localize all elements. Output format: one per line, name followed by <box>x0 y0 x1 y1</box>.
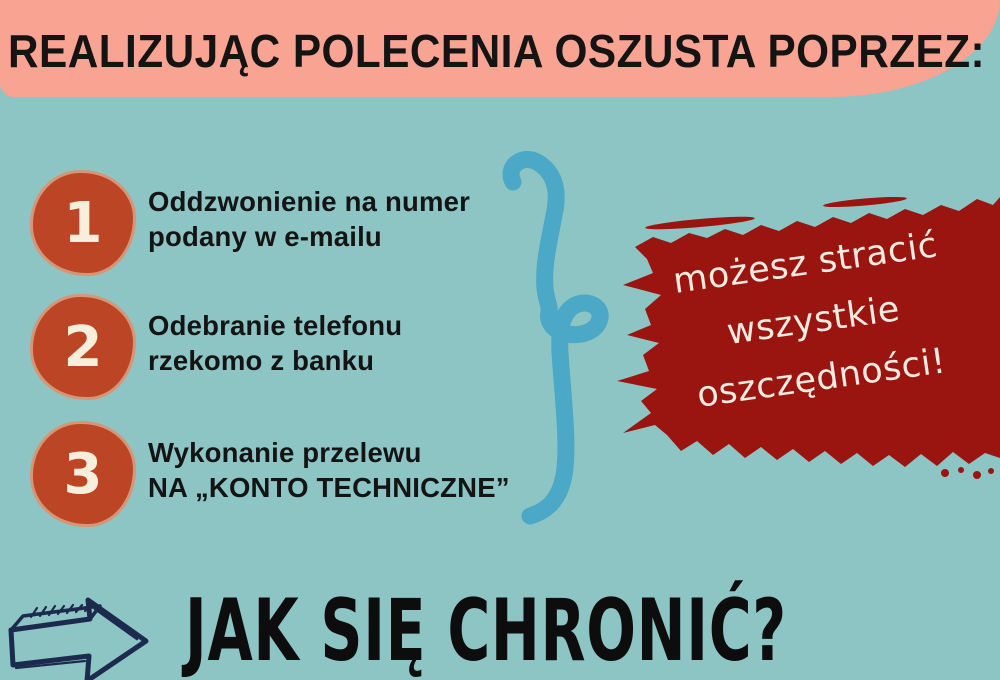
step-text <box>148 435 510 505</box>
warning-line: oszczędności! <box>694 341 949 416</box>
warning-line: możesz stracić <box>670 225 940 302</box>
header-banner <box>0 0 1000 97</box>
step-text-line: rzekomo z banku <box>148 345 375 376</box>
step-text-line: NA „KONTO TECHNICZNE” <box>148 472 510 503</box>
step-number-badge: 1 <box>30 170 136 276</box>
step-text-line: Odebranie telefonu <box>148 310 403 341</box>
step-text-line: Wykonanie przelewu <box>148 437 422 468</box>
footer-title: JAK SIĘ CHRONIĆ? <box>185 581 787 680</box>
step-text <box>148 308 402 378</box>
step-number-badge: 2 <box>30 294 136 400</box>
step-text-line: podany w e-mailu <box>148 221 382 252</box>
warning-line: wszystkie <box>724 289 903 353</box>
step-text-line: Oddzwonienie na numer <box>148 186 471 217</box>
page-title: REALIZUJĄC POLECENIA OSZUSTA POPRZEZ: <box>8 25 986 77</box>
step-number-badge: 3 <box>30 421 136 527</box>
step-text <box>148 184 470 254</box>
arrow-right-icon <box>5 592 155 680</box>
